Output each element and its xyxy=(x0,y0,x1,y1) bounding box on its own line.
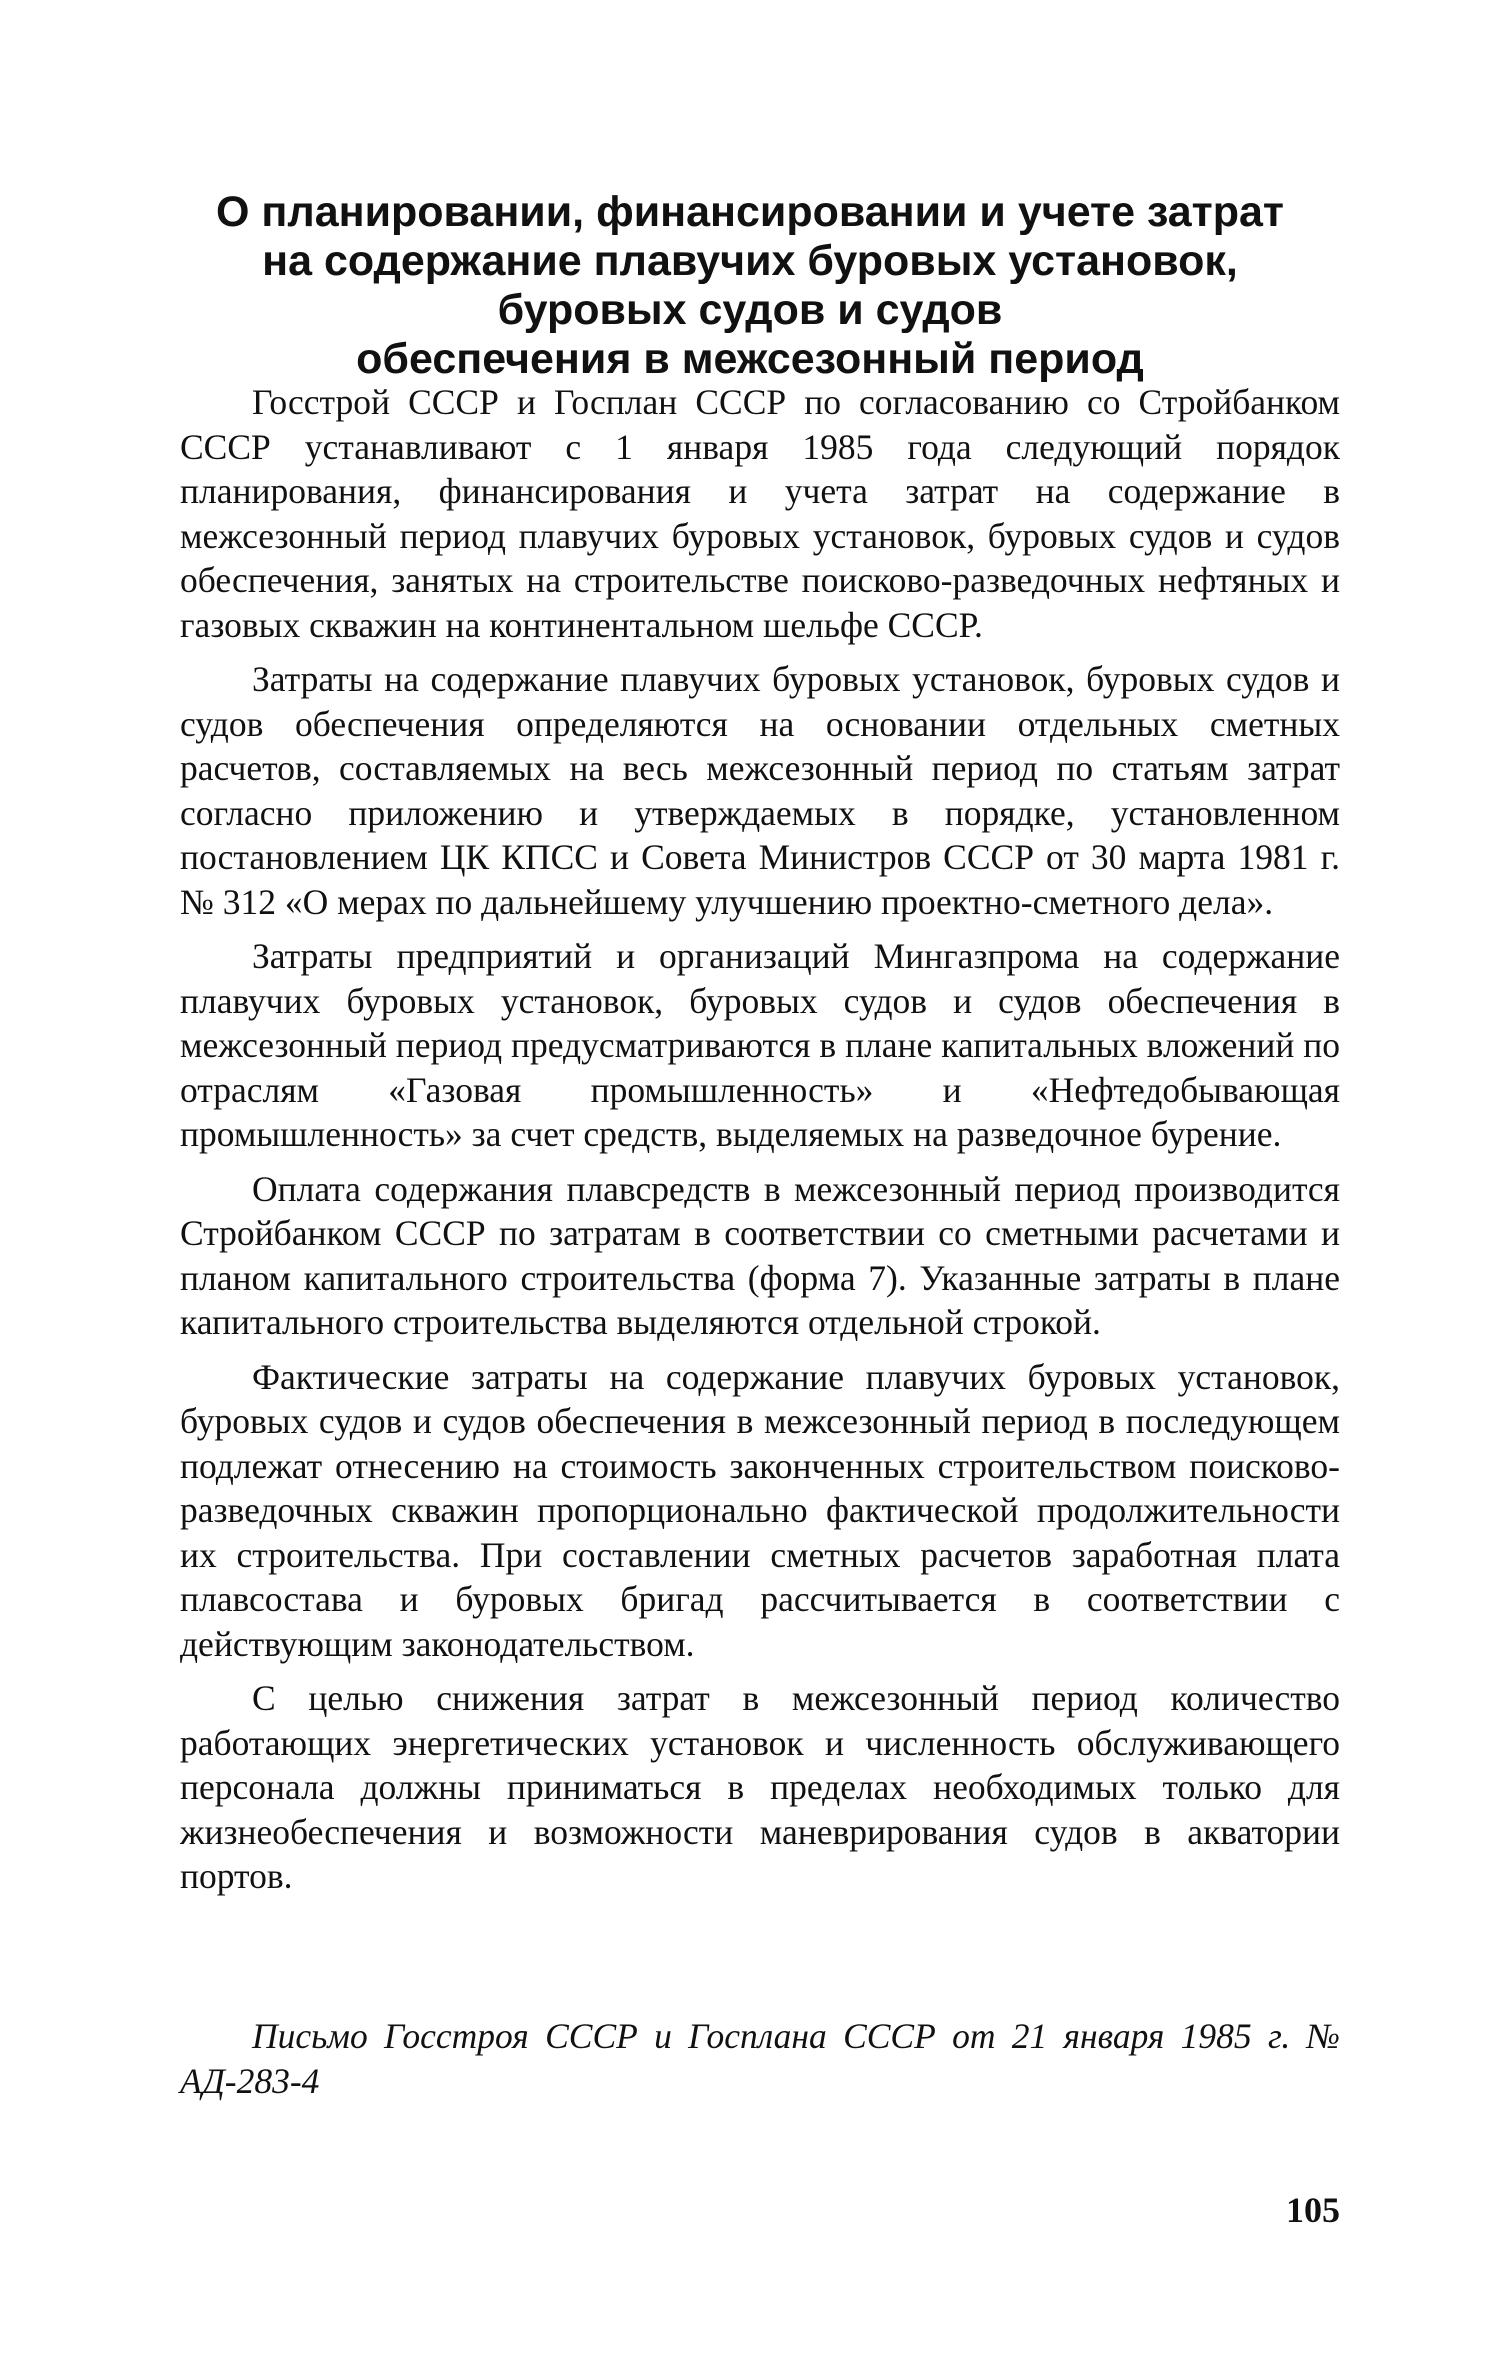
paragraph: Оплата содержания плавсредств в межсезонный период производится Стройбанком СССР по затратам в соответствии со сметными расчетами и планом капитального строительства (форма 7). Указанные затраты в плане капитального строительства выделяются отдельной строкой. xyxy=(180,1168,1340,1342)
paragraph: Фактические затраты на содержание плавучих буровых установок, буровых судов и судов обеспечения в межсезонный период в последующем подлежат отнесению на стоимость законченных строительством поисково-разведочных скважин пропорционально фактической продолжительности их строительства. При составлении сметных расчетов заработная плата плавсостава и буровых бригад рассчитывается в соответствии с действующим законодательством. xyxy=(180,1356,1340,1664)
title-line: обеспечения в межсезонный период xyxy=(356,335,1144,383)
title-line: О планировании, финансировании и учете затрат xyxy=(216,188,1284,236)
document-title xyxy=(150,188,1350,384)
paragraph: С целью снижения затрат в межсезонный период количество работающих энергетических установок и численность обслуживающего персонала должны приниматься в пределах необходимых только для жизнеобеспечения и возможности маневрирования судов в акватории портов. xyxy=(180,1678,1340,1896)
title-line: на содержание плавучих буровых установок, xyxy=(262,237,1238,285)
paragraph: Затраты на содержание плавучих буровых установок, буровых судов и судов обеспечения определяются на основании отдельных сметных расчетов, составляемых на весь межсезонный период по статьям затрат согласно приложению и утверждаемых в порядке, установленном постановлением ЦК КПСС и Совета Министров СССР от 30 марта 1981 г. № 312 «О мерах по дальнейшему улучшению проектно-сметного дела». xyxy=(180,659,1340,922)
paragraph: Затраты предприятий и организаций Мингазпрома на содержание плавучих буровых установок, буровых судов и судов обеспечения в межсезонный период предусматриваются в плане капитальных вложений по отраслям «Газовая промышленность» и «Нефтедобывающая промышленность» за счет средств, выделяемых на разведочное бурение. xyxy=(180,936,1340,1154)
document-signature: Письмо Госстроя СССР и Госплана СССР от 21 января 1985 г. № АД-283-4 xyxy=(180,2016,1340,2101)
document-body xyxy=(180,380,1340,1909)
page-number: 105 xyxy=(1286,2190,1340,2230)
paragraph: Госстрой СССР и Госплан СССР по согласованию со Стройбанком СССР устанавливают с 1 января 1985 года следующий порядок планирования, финансирования и учета затрат на содержание в межсезонный период плавучих буровых установок, буровых судов и судов обеспечения, занятых на строительстве поисково-разведочных нефтяных и газовых скважин на континентальном шельфе СССР. xyxy=(180,382,1340,645)
title-line: буровых судов и судов xyxy=(497,286,1003,334)
